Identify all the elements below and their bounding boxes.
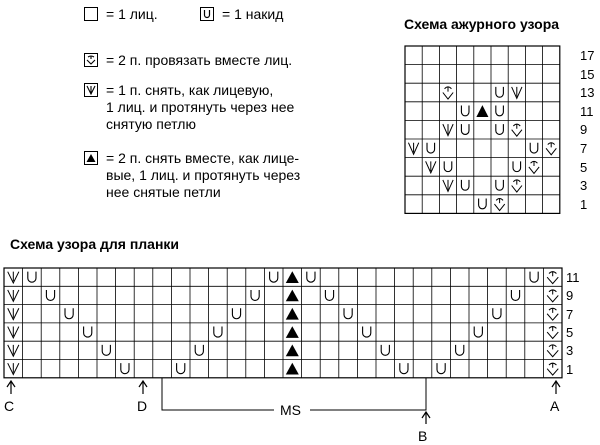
band-row-label: 3 xyxy=(566,343,574,359)
lace-row-label: 9 xyxy=(580,122,588,138)
marker-a-arrow xyxy=(552,381,560,394)
legend-k2tog-text: = 2 п. провязать вместе лиц. xyxy=(106,52,293,68)
band-row-label: 9 xyxy=(566,288,574,304)
band-chart-grid xyxy=(4,268,562,378)
legend-skp-text: = 1 п. снять, как лицевую, 1 лиц. и протянуть через нее снятую петлю xyxy=(106,82,295,132)
lace-row-label: 5 xyxy=(580,159,588,175)
marker-b-arrow xyxy=(422,412,430,424)
marker-a: A xyxy=(550,398,560,414)
marker-b: B xyxy=(418,428,428,444)
legend-knit-text: = 1 лиц. xyxy=(106,6,158,22)
lace-row-label: 11 xyxy=(580,103,594,119)
lace-row-label: 17 xyxy=(580,48,595,63)
marker-c-arrow xyxy=(7,381,15,394)
lace-row-label: 3 xyxy=(580,178,588,194)
band-row-label: 5 xyxy=(566,324,574,340)
lace-chart-grid xyxy=(405,46,560,213)
legend-yarn-over-text: = 1 накид xyxy=(222,6,284,22)
lace-row-label: 7 xyxy=(580,141,588,156)
lace-row-label: 15 xyxy=(580,66,595,82)
marker-d-arrow xyxy=(139,381,147,394)
marker-d: D xyxy=(137,398,148,414)
legend-s2kp-text: = 2 п. снять вместе, как лице- вые, 1 лиц. и протянуть через нее снятые петли xyxy=(106,150,301,200)
lace-row-label: 1 xyxy=(580,196,588,212)
band-chart-title: Схема узора для планки xyxy=(10,236,180,252)
lace-row-label: 13 xyxy=(580,85,595,101)
marker-c: C xyxy=(4,398,15,414)
lace-chart-grid-border xyxy=(405,46,560,213)
marker-ms: MS xyxy=(280,402,301,418)
lace-chart-title: Схема ажурного узора xyxy=(404,16,560,32)
band-row-label: 11 xyxy=(566,270,580,285)
band-row-label: 1 xyxy=(566,361,574,377)
band-row-label: 7 xyxy=(566,306,574,322)
